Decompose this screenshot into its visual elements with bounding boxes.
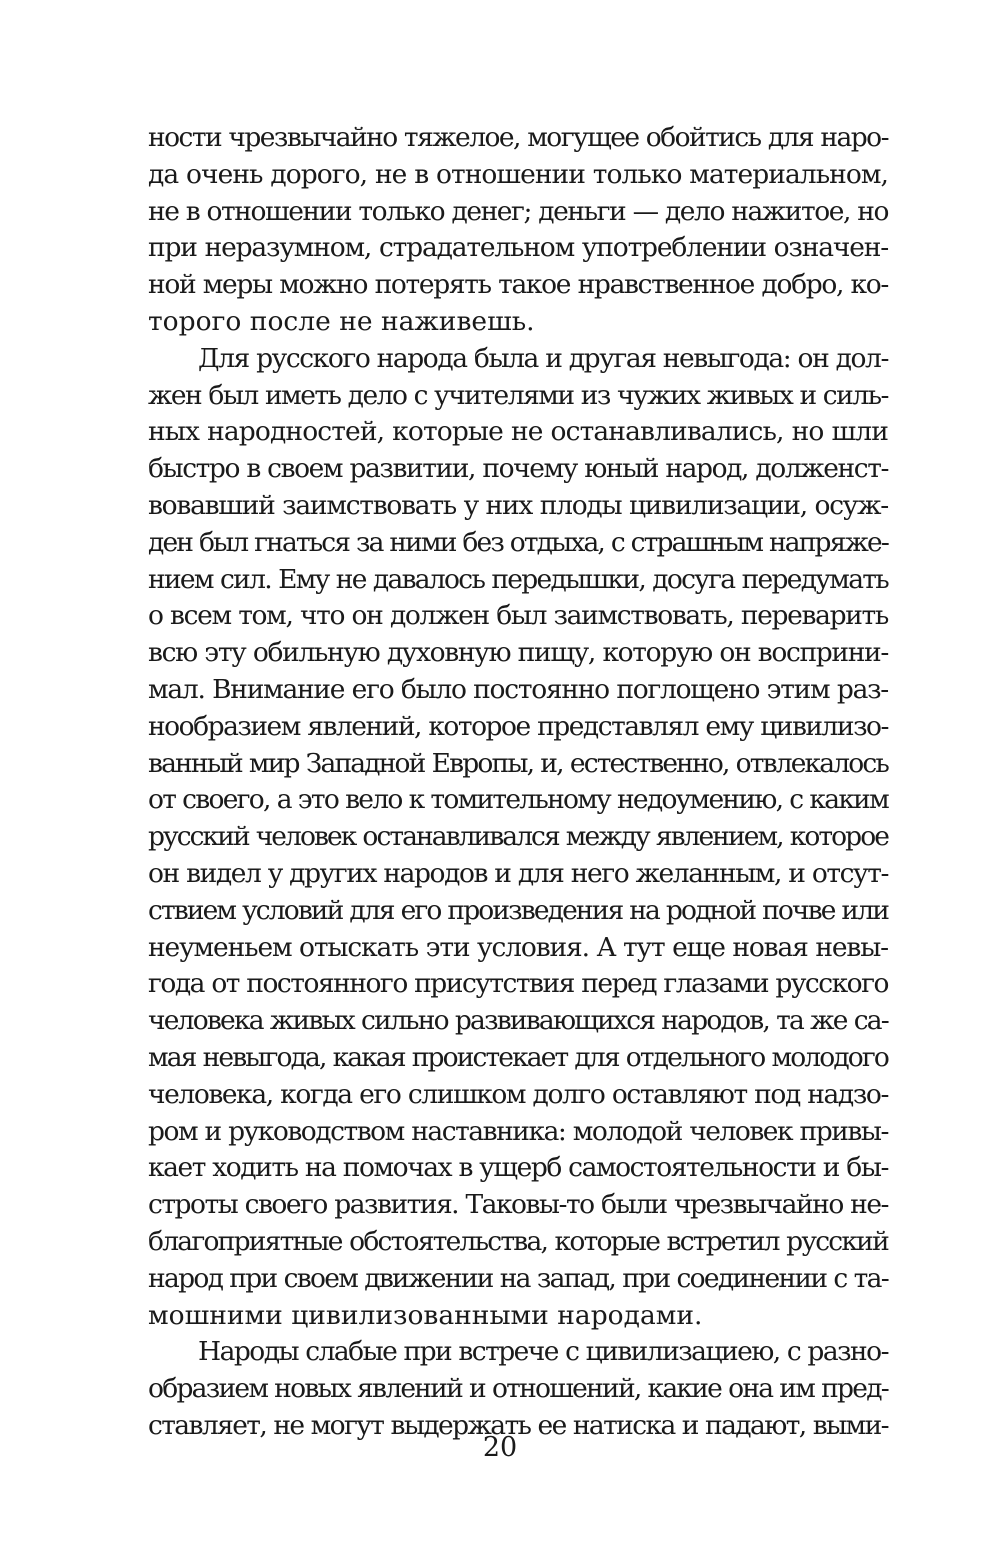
paragraph-1 bbox=[148, 120, 888, 341]
text-line: не в отношении только денег; деньги — дело нажитое, но bbox=[148, 195, 888, 227]
text-line: кает ходить на помочах в ущерб самостоятельности и бы- bbox=[148, 1152, 888, 1184]
text-line: мошними цивилизованными народами. bbox=[148, 1299, 703, 1331]
text-line: Для русского народа была и другая невыгода: он дол- bbox=[198, 342, 888, 374]
text-line: благоприятные обстоятельства, которые встретил русский bbox=[148, 1225, 888, 1257]
text-line: жен был иметь дело с учителями из чужих живых и силь- bbox=[148, 379, 888, 411]
text-line: нием сил. Ему не давалось передышки, досуга передумать bbox=[148, 563, 888, 595]
text-line: ной меры можно потерять такое нравственное добро, ко- bbox=[148, 269, 888, 301]
text-line: человека живых сильно развивающихся народов, та же са- bbox=[148, 1005, 888, 1037]
text-line: ных народностей, которые не останавливались, но шли bbox=[148, 416, 888, 448]
text-line: человека, когда его слишком долго оставляют под надзо- bbox=[148, 1078, 888, 1110]
text-line: Народы слабые при встрече с цивилизациею, с разно- bbox=[198, 1336, 888, 1368]
text-line: ром и руководством наставника: молодой человек привы- bbox=[148, 1115, 888, 1147]
text-line: нообразием явлений, которое представлял ему цивилизо- bbox=[148, 710, 888, 742]
text-line: неуменьем отыскать эти условия. А тут еще новая невы- bbox=[148, 931, 888, 963]
text-line: года от постоянного присутствия перед глазами русского bbox=[148, 968, 888, 1000]
text-line: ности чрезвычайно тяжелое, могущее обойтись для наро- bbox=[148, 122, 888, 153]
text-line: мал. Внимание его было постоянно поглощено этим раз- bbox=[148, 673, 888, 705]
text-line: мая невыгода, какая проистекает для отдельного молодого bbox=[148, 1041, 888, 1073]
text-line: при неразумном, страдательном употреблении означен- bbox=[148, 232, 888, 264]
text-line: русский человек останавливался между явлением, которое bbox=[148, 821, 888, 853]
page-number: 20 bbox=[482, 1432, 518, 1463]
page-body bbox=[148, 120, 888, 1445]
text-line: народ при своем движении на запад, при соединении с та- bbox=[148, 1262, 888, 1294]
paragraph-3 bbox=[148, 1334, 888, 1444]
text-line: он видел у других народов и для него желанным, и отсут- bbox=[148, 857, 888, 889]
paragraph-2 bbox=[148, 341, 888, 1335]
text-line: да очень дорого, не в отношении только материальном, bbox=[148, 158, 888, 190]
text-line: ствием условий для его произведения на родной почве или bbox=[148, 894, 888, 926]
text-line: о всем том, что он должен был заимствовать, переварить bbox=[148, 600, 888, 632]
text-line: ден был гнаться за ними без отдыха, с страшным напряже- bbox=[148, 526, 888, 558]
text-line: ставляет, не могут выдержать ее натиска и падают, выми- bbox=[148, 1409, 888, 1441]
text-line: быстро в своем развитии, почему юный народ, долженст- bbox=[148, 453, 888, 485]
text-line: всю эту обильную духовную пищу, которую он восприни- bbox=[148, 637, 888, 669]
text-line: строты своего развития. Таковы-то были чрезвычайно не- bbox=[148, 1189, 888, 1221]
text-line: торого после не наживешь. bbox=[148, 305, 535, 337]
text-line: вовавший заимствовать у них плоды цивилизации, осуж- bbox=[148, 489, 888, 521]
text-line: от своего, а это вело к томительному недоумению, с каким bbox=[148, 784, 888, 816]
text-line: ванный мир Западной Европы, и, естественно, отвлекалось bbox=[148, 747, 888, 779]
text-line: образием новых явлений и отношений, какие она им пред- bbox=[148, 1373, 888, 1405]
